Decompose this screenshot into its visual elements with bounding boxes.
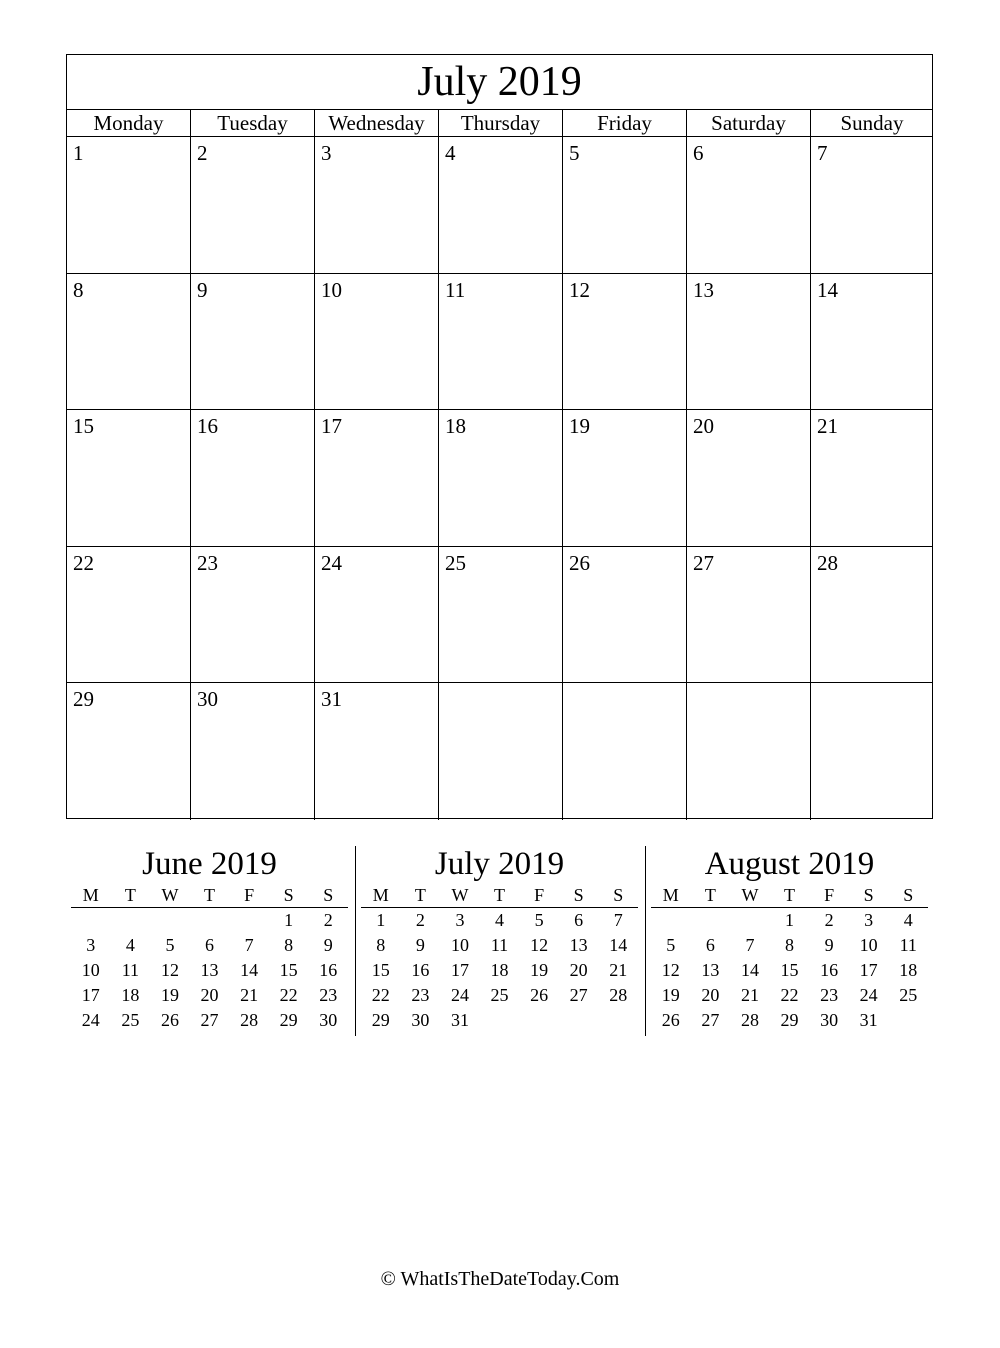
mini-day: 4: [125, 935, 135, 955]
mini-day: 10: [450, 935, 469, 955]
mini-weekday-label: T: [124, 885, 136, 905]
mini-week-row: [651, 958, 928, 983]
day-cell: 20: [687, 410, 811, 546]
day-cell: 1: [67, 137, 191, 273]
mini-day: 29: [279, 1010, 298, 1030]
mini-weekday-label: F: [824, 885, 835, 905]
mini-weekday-label: M: [372, 885, 389, 905]
day-cell: 5: [563, 137, 687, 273]
mini-day: 5: [165, 935, 175, 955]
mini-day: 25: [121, 1010, 140, 1030]
mini-weekday-header: [71, 883, 348, 908]
calendar-week-row: [67, 274, 932, 411]
day-cell: 14: [817, 277, 838, 302]
mini-day: 3: [86, 935, 96, 955]
mini-weekday-label: M: [82, 885, 99, 905]
mini-day: 1: [284, 910, 294, 930]
mini-day: 18: [899, 960, 918, 980]
mini-day: 22: [371, 985, 390, 1005]
mini-weekday-label: T: [414, 885, 426, 905]
mini-day: 9: [415, 935, 425, 955]
mini-weekday-label: W: [741, 885, 759, 905]
mini-day: 9: [824, 935, 834, 955]
mini-day: 24: [81, 1010, 100, 1030]
mini-day: 18: [121, 985, 140, 1005]
mini-day: 30: [820, 1010, 839, 1030]
day-cell: 2: [191, 137, 315, 273]
mini-day: 7: [244, 935, 254, 955]
mini-day: 14: [240, 960, 259, 980]
mini-weekday-label: S: [863, 885, 874, 905]
mini-day: 13: [569, 935, 588, 955]
mini-day: 21: [240, 985, 259, 1005]
mini-day: 4: [903, 910, 913, 930]
mini-day: 27: [569, 985, 588, 1005]
mini-day: 26: [160, 1010, 179, 1030]
mini-day: 8: [785, 935, 795, 955]
day-cell: 23: [191, 547, 315, 683]
weekday-label: Saturday: [687, 110, 811, 136]
day-cell: 13: [687, 274, 811, 410]
mini-weekday-label: M: [662, 885, 679, 905]
day-cell: 28: [817, 550, 838, 575]
mini-day: 30: [411, 1010, 430, 1030]
mini-day: 13: [200, 960, 219, 980]
mini-day: 2: [415, 910, 425, 930]
day-cell: 4: [439, 137, 563, 273]
calendar-week-row: [67, 547, 932, 684]
mini-week-row: [71, 983, 348, 1008]
day-cell: 31: [315, 683, 439, 820]
day-cell: 3: [315, 137, 439, 273]
mini-day: [651, 908, 691, 933]
mini-day: 26: [661, 1010, 680, 1030]
mini-day: 5: [534, 910, 544, 930]
mini-day: 13: [701, 960, 720, 980]
mini-weekday-label: W: [451, 885, 469, 905]
mini-weekday-label: F: [244, 885, 255, 905]
day-cell: 19: [563, 410, 687, 546]
mini-weekday-label: T: [784, 885, 796, 905]
mini-day: 22: [780, 985, 799, 1005]
mini-day: [519, 1008, 559, 1033]
day-cell: [687, 683, 811, 820]
day-cell: 15: [67, 410, 191, 546]
mini-day: 19: [530, 960, 549, 980]
mini-day: 12: [661, 960, 680, 980]
mini-day: 19: [160, 985, 179, 1005]
mini-day: 27: [200, 1010, 219, 1030]
mini-day: [598, 1008, 638, 1033]
mini-day: 24: [450, 985, 469, 1005]
mini-day: 16: [411, 960, 430, 980]
mini-day: 19: [661, 985, 680, 1005]
mini-day: 5: [666, 935, 676, 955]
mini-day: 3: [864, 910, 874, 930]
mini-day: 23: [319, 985, 338, 1005]
mini-day: 31: [450, 1010, 469, 1030]
mini-day: [229, 908, 269, 933]
day-cell: 8: [67, 274, 191, 410]
day-cell: 27: [687, 547, 811, 683]
mini-day: 29: [780, 1010, 799, 1030]
day-cell: 10: [315, 274, 439, 410]
day-cell: 18: [439, 410, 563, 546]
main-calendar: [66, 54, 933, 819]
mini-day: 29: [371, 1010, 390, 1030]
mini-day: 21: [740, 985, 759, 1005]
calendar-title: July 2019: [67, 55, 932, 110]
mini-week-row: [71, 1008, 348, 1033]
mini-day: 21: [609, 960, 628, 980]
mini-calendar-divider: [645, 846, 646, 1036]
mini-week-row: [71, 908, 348, 933]
day-cell: 9: [191, 274, 315, 410]
mini-week-row: [361, 933, 638, 958]
mini-day: [730, 908, 770, 933]
day-cell: 12: [563, 274, 687, 410]
mini-day: 11: [899, 935, 917, 955]
mini-day: 14: [609, 935, 628, 955]
mini-day: 15: [279, 960, 298, 980]
mini-day: 11: [121, 960, 140, 980]
mini-day: 10: [859, 935, 878, 955]
mini-day: 23: [820, 985, 839, 1005]
weekday-label: Tuesday: [191, 110, 315, 136]
mini-day: 23: [411, 985, 430, 1005]
mini-day: 16: [319, 960, 338, 980]
mini-calendar-divider: [355, 846, 356, 1036]
mini-day: 15: [371, 960, 390, 980]
day-cell: [811, 683, 933, 820]
mini-weekday-label: S: [283, 885, 294, 905]
mini-day: 9: [323, 935, 333, 955]
day-cell: [439, 683, 563, 820]
mini-week-row: [651, 908, 928, 933]
mini-day: 31: [859, 1010, 878, 1030]
mini-day: [691, 908, 731, 933]
mini-day: 15: [780, 960, 799, 980]
mini-day: 8: [284, 935, 294, 955]
weekday-label: Monday: [67, 110, 191, 136]
mini-day: 25: [899, 985, 918, 1005]
mini-day: 22: [279, 985, 298, 1005]
mini-day: 30: [319, 1010, 338, 1030]
mini-day: 7: [613, 910, 623, 930]
mini-day: 27: [701, 1010, 720, 1030]
mini-weekday-label: S: [323, 885, 334, 905]
mini-weekday-label: T: [204, 885, 216, 905]
mini-week-row: [71, 958, 348, 983]
mini-day: 12: [160, 960, 179, 980]
mini-day: [190, 908, 230, 933]
day-cell: [563, 683, 687, 820]
calendar-week-row: [67, 410, 932, 547]
day-cell: 7: [817, 141, 828, 165]
mini-day: 11: [490, 935, 509, 955]
mini-calendar-june: [67, 845, 352, 1033]
mini-day: 16: [820, 960, 839, 980]
mini-day: 17: [450, 960, 469, 980]
mini-weekday-label: S: [573, 885, 584, 905]
weekday-header-row: [67, 110, 932, 137]
mini-weekday-header: [651, 883, 928, 908]
mini-day: 20: [200, 985, 219, 1005]
mini-weekday-label: T: [494, 885, 506, 905]
weekday-label: Friday: [563, 110, 687, 136]
mini-day: [71, 908, 111, 933]
mini-week-row: [651, 1008, 928, 1033]
day-cell: 17: [315, 410, 439, 546]
mini-day: 25: [490, 985, 509, 1005]
mini-day: [559, 1008, 599, 1033]
day-cell: 21: [817, 414, 838, 438]
day-cell: 22: [67, 547, 191, 683]
mini-day: 28: [740, 1010, 759, 1030]
mini-day: 6: [705, 935, 715, 955]
calendar-grid: [67, 137, 932, 820]
calendar-week-row: [67, 683, 932, 820]
mini-calendar-title: July 2019: [434, 846, 565, 882]
mini-day: 20: [569, 960, 588, 980]
mini-week-row: [651, 933, 928, 958]
mini-day: 18: [490, 960, 509, 980]
mini-day: 10: [81, 960, 100, 980]
mini-week-row: [361, 983, 638, 1008]
calendar-week-row: [67, 137, 932, 274]
day-cell: 25: [439, 547, 563, 683]
mini-day: 28: [609, 985, 628, 1005]
day-cell: 11: [439, 274, 563, 410]
mini-day: 1: [785, 910, 795, 930]
mini-calendar-august: [647, 845, 932, 1033]
mini-day: 4: [495, 910, 505, 930]
mini-week-row: [361, 958, 638, 983]
weekday-label: Thursday: [439, 110, 563, 136]
mini-day: [888, 1008, 928, 1033]
mini-day: 7: [745, 935, 755, 955]
mini-weekday-label: S: [613, 885, 624, 905]
day-cell: 24: [315, 547, 439, 683]
mini-day: 12: [530, 935, 549, 955]
mini-day: 14: [740, 960, 759, 980]
mini-weekday-label: T: [704, 885, 716, 905]
mini-day: 8: [376, 935, 386, 955]
weekday-label: Wednesday: [315, 110, 439, 136]
mini-day: 1: [376, 910, 386, 930]
mini-weekday-label: S: [903, 885, 914, 905]
mini-week-row: [361, 908, 638, 933]
mini-calendar-title: June 2019: [142, 846, 277, 882]
mini-week-row: [71, 933, 348, 958]
mini-day: 2: [323, 910, 333, 930]
day-cell: 29: [67, 683, 191, 820]
mini-weekday-label: F: [534, 885, 545, 905]
day-cell: 30: [191, 683, 315, 820]
mini-day: 24: [859, 985, 878, 1005]
mini-day: [150, 908, 190, 933]
mini-day: 6: [574, 910, 584, 930]
mini-weekday-label: W: [161, 885, 179, 905]
mini-weekday-header: [361, 883, 638, 908]
day-cell: 16: [191, 410, 315, 546]
mini-day: 17: [81, 985, 100, 1005]
day-cell: 6: [687, 137, 811, 273]
mini-day: 26: [530, 985, 549, 1005]
mini-day: 20: [701, 985, 720, 1005]
mini-week-row: [361, 1008, 638, 1033]
mini-day: 28: [240, 1010, 259, 1030]
day-cell: 26: [563, 547, 687, 683]
mini-calendar-title: August 2019: [704, 846, 875, 882]
mini-day: [111, 908, 151, 933]
copyright-footer: © WhatIsTheDateToday.Com: [380, 1268, 620, 1290]
mini-day: 2: [824, 910, 834, 930]
mini-day: 17: [859, 960, 878, 980]
mini-calendar-july: [357, 845, 642, 1033]
mini-day: 6: [205, 935, 215, 955]
weekday-label: Sunday: [840, 111, 904, 135]
mini-day: [480, 1008, 520, 1033]
mini-day: 3: [455, 910, 465, 930]
mini-week-row: [651, 983, 928, 1008]
